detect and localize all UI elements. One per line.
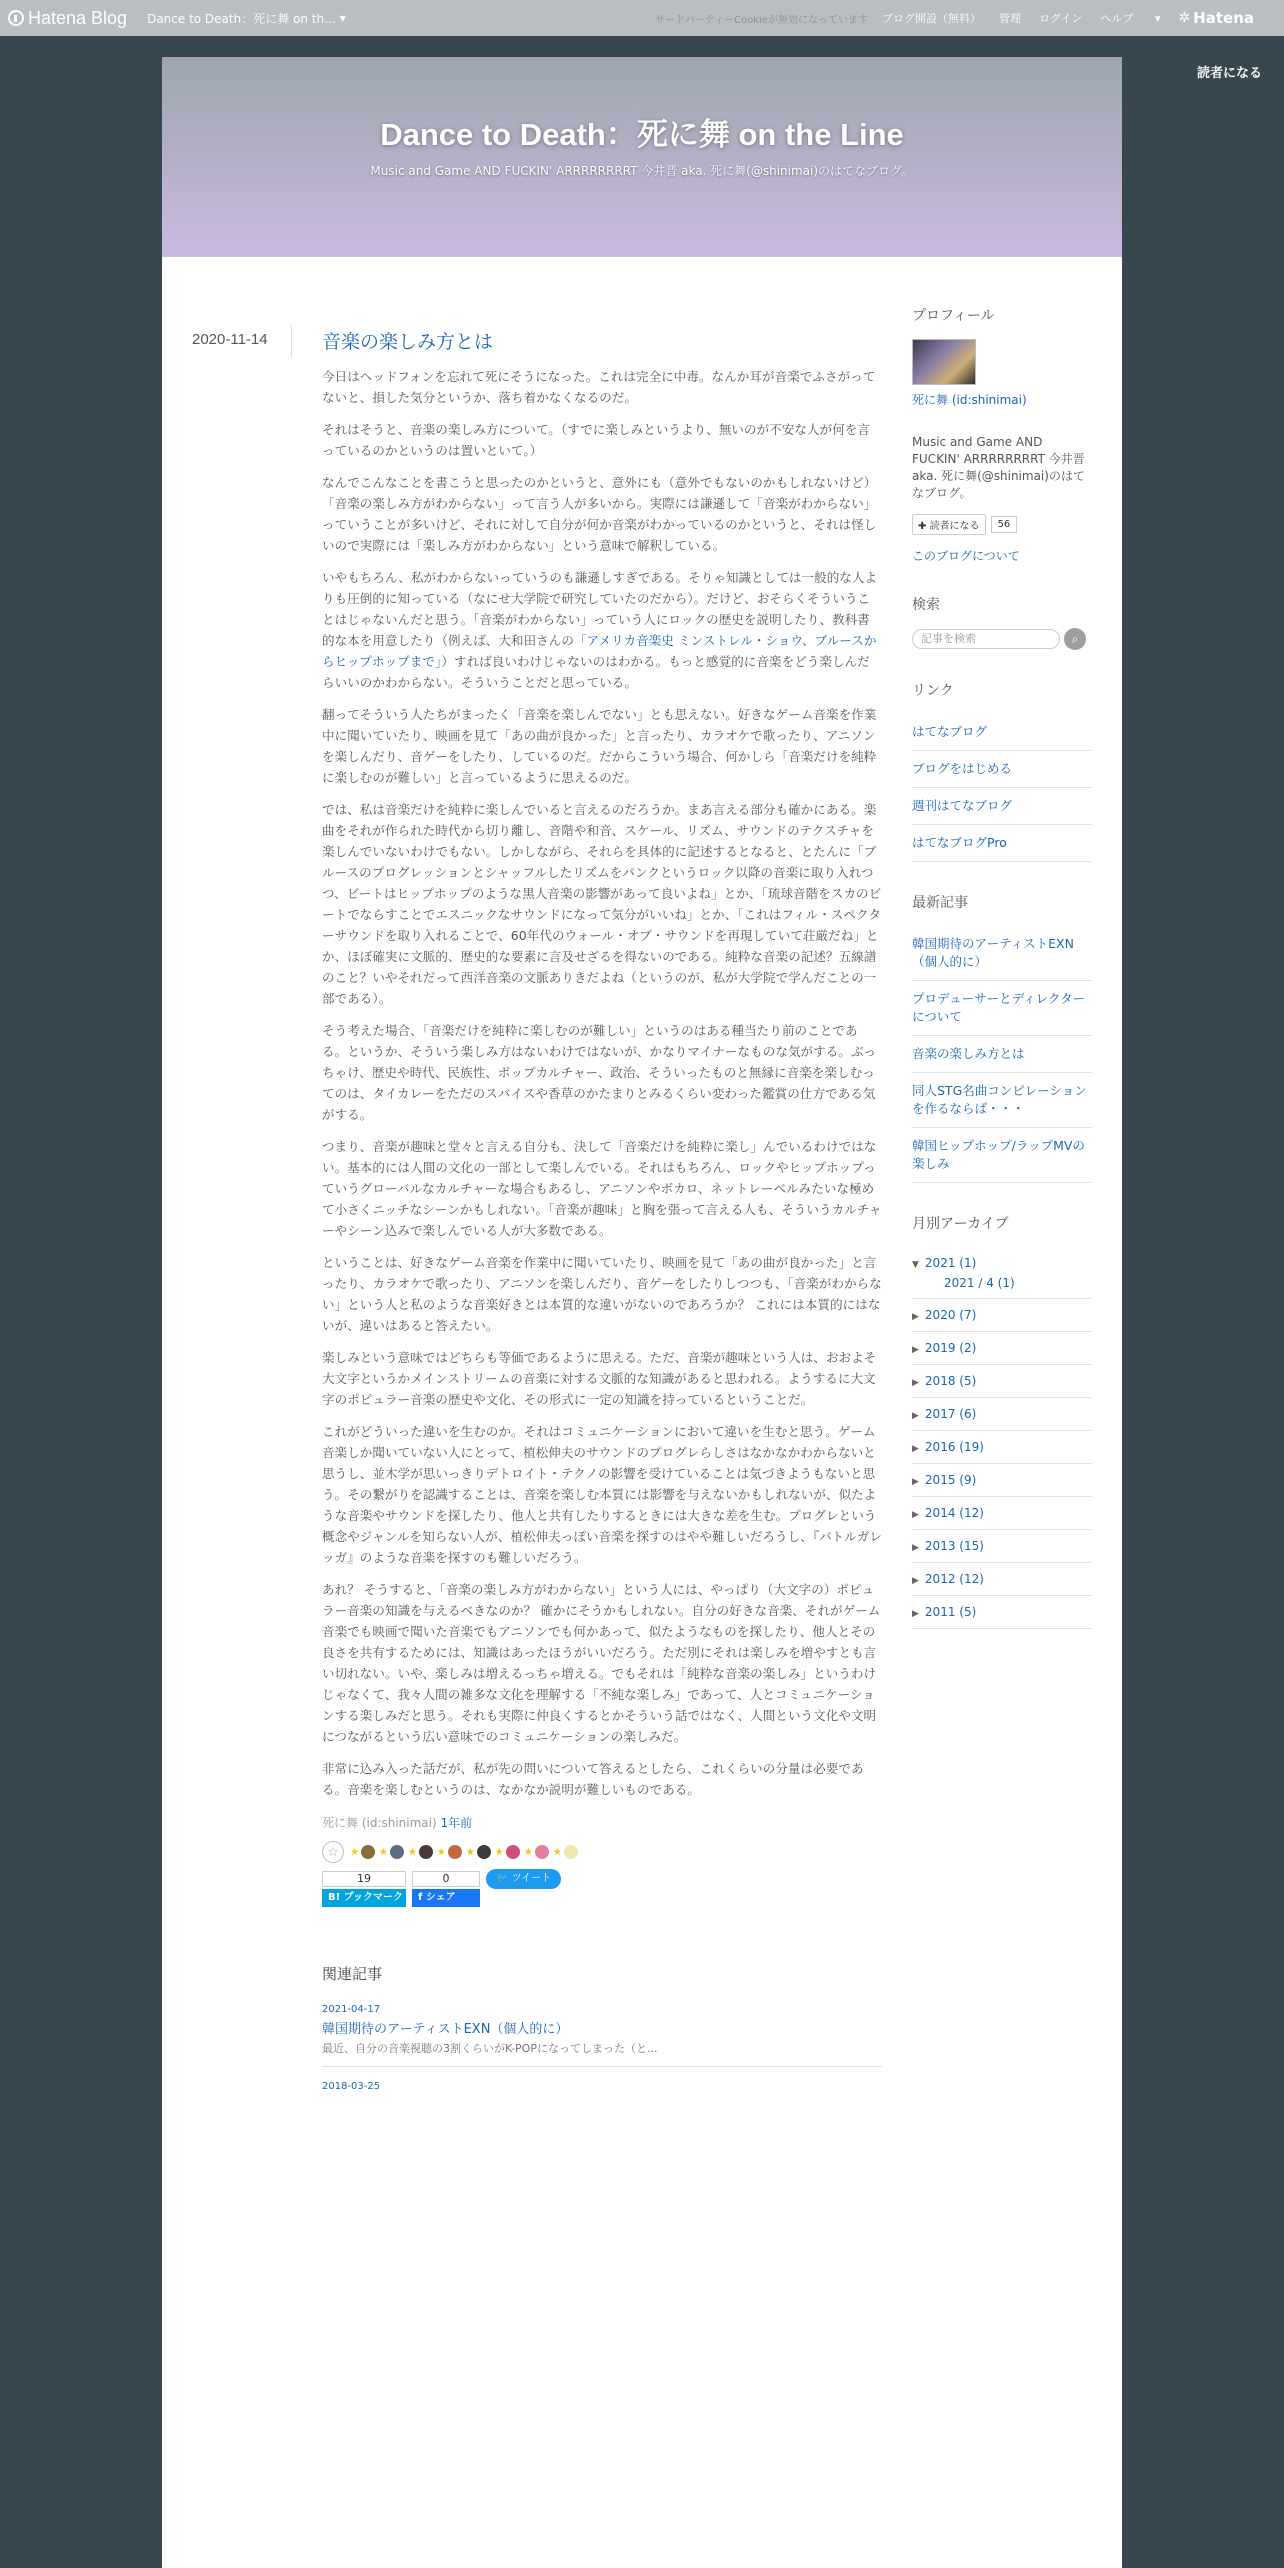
archive-year[interactable] (912, 1247, 1092, 1299)
blog-name-menu[interactable]: Dance to Death：死に舞 on th... (147, 11, 336, 26)
plus-icon: ✚ (918, 521, 930, 532)
triangle-right-icon[interactable]: ▶ (912, 1576, 919, 1586)
avatar[interactable] (564, 1845, 578, 1859)
triangle-right-icon[interactable]: ▶ (912, 1510, 919, 1520)
search-input[interactable]: 記事を検索 (912, 629, 1060, 649)
link-item[interactable]: 週刊はてなブログ (912, 788, 1092, 825)
triangle-right-icon[interactable]: ▶ (912, 1411, 919, 1421)
tweet-label: ツイート (511, 1873, 552, 1884)
archive-year-label[interactable]: 2019 (2) (924, 1341, 977, 1355)
archive-year[interactable] (912, 1431, 1092, 1464)
article-paragraph: あれ？ そうすると、「音楽の楽しみ方がわからない」という人には、やっぱり（大文字の）ポピュラー音楽の知識を与えるべきなのか？ 確かにそうかもしれない。自分の好きな音楽、それがゲーム音楽でも映画で聞いた音楽でもアニソンでも何かあって、似たようなものを探したり、他人とその良さを共有するためには、知識はあったほうがいいだろう。ただ別にそれは楽しみを増やすとも言い切れない。いや、楽しみは増えるっちゃ増える。でもそれは「純粋な音楽の楽しみ」というわけじゃなくて、我々人間の雑多な文化を理解する「不純な楽しみ」であって、人とコミュニケーションする楽しみだと思う。それも実際に仲良くするとかそういう話ではなく、人間という文化や文明につながるという広い意味でのコミュニケーションの楽しみだ。 (322, 1582, 881, 1744)
subscribe-button-top[interactable]: 読者になる (1196, 66, 1262, 81)
start-blog-link[interactable]: ブログ開設（無料） (881, 12, 981, 25)
bookmark-count: 19 (322, 1871, 406, 1887)
archive-year[interactable] (912, 1299, 1092, 1332)
search-heading: 検索 (912, 597, 940, 613)
archive-year-label[interactable]: 2018 (5) (924, 1374, 977, 1388)
archive-year[interactable] (912, 1530, 1092, 1563)
search-form (912, 628, 1092, 650)
hatena-link[interactable] (1178, 9, 1272, 27)
archive-year-label[interactable]: 2020 (7) (924, 1308, 977, 1322)
manage-link[interactable]: 管理 (998, 12, 1021, 25)
facebook-count: 0 (412, 1871, 480, 1887)
article-paragraph: なんでこんなことを書こうと思ったのかというと、意外にも（意外でもないのかもしれないけど）「音楽の楽しみ方がわからない」って言う人が多いから。実際には謙遜して「音楽がわからない」っていうことが多いけど、それに対して自分が何か音楽がわかっているのかというと、それは怪しいので実際には「楽しみ方がわからない」という意味で解釈している。 (322, 475, 877, 553)
article-paragraph: 今日はヘッドフォンを忘れて死にそうになった。これは完全に中毒。なんか耳が音楽でふさがってないと、損した気分というか、落ち着かなくなるのだ。 (322, 369, 876, 405)
article-title[interactable]: 音楽の楽しみ方とは (322, 331, 494, 353)
subscribe-button[interactable] (912, 514, 986, 535)
avatar[interactable] (448, 1845, 462, 1859)
hatena-logo-icon (8, 10, 24, 26)
author-link[interactable]: 死に舞 (id:shinimai) (322, 1816, 437, 1830)
article-paragraph: 非常に込み入った話だが、私が先の問いについて答えるとしたら、これくらいの分量は必要である。音楽を楽しむというのは、なかなか説明が難しいものである。 (322, 1761, 864, 1797)
archive-year-label[interactable]: 2017 (6) (924, 1407, 977, 1421)
article-paragraph: それはそうと、音楽の楽しみ方について。（すでに楽しみというより、無いのが不安な人が何を言っているのかというのは置いといて。） (322, 422, 871, 458)
triangle-right-icon[interactable]: ▶ (912, 1444, 919, 1454)
profile-heading: プロフィール (912, 308, 995, 324)
help-menu[interactable]: ヘルプ ▾ (1100, 12, 1161, 25)
subscribe-widget (912, 514, 1092, 535)
subscriber-count[interactable]: 56 (991, 516, 1018, 533)
triangle-right-icon[interactable]: ▶ (912, 1477, 919, 1487)
related-title[interactable]: 韓国期待のアーティストEXN（個人的に） (322, 2022, 569, 2037)
related-entry[interactable] (322, 2081, 882, 2102)
hatena-bookmark-share[interactable] (322, 1871, 406, 1907)
star-icon: ★ (350, 1846, 359, 1858)
archive-year-label[interactable]: 2012 (12) (924, 1572, 984, 1586)
add-star-icon[interactable]: ☆ (322, 1841, 344, 1863)
profile-avatar[interactable] (912, 339, 976, 385)
link-item[interactable]: はてなブログ (912, 714, 1092, 751)
hatena-stars (322, 1841, 882, 1863)
triangle-right-icon[interactable]: ▶ (912, 1543, 919, 1553)
article-date[interactable]: 2020-11-14 (192, 331, 268, 348)
star-icon: ★ (436, 1846, 446, 1858)
star-icon: ★ (465, 1846, 475, 1858)
avatar[interactable] (477, 1845, 491, 1859)
article-paragraph: では、私は音楽だけを純粋に楽しんでいると言えるのだろうか。まあ言える部分も確かにある。楽曲をそれが作られた時代から切り離し、音階や和音、スケール、リズム、サウンドのテクスチャを楽しんでいないわけでもない。しかしながら、それらを具体的に記述するとなると、とたんに「ブルースのプログレッションとシャッフルしたリズムをパンクというロック以降の音楽に取り入れつつ、ビートはヒップホップのような黒人音楽の影響があって良いよね」とか、「琉球音階をスカのビートでならすことでエスニックなサウンドになって気分がいいね」とか、「これはフィル・スペクターサウンドを取り入れることで、60年代のウォール・オブ・サウンドを再現していて荘厳だね」とか、ほぼ確実に文脈的、歴史的な要素に言及せざるを得ないのである。純粋な音楽の記述？五線譜のこと？いやそれだって西洋音楽の文脈ありきだよね（というのが、私が大学院で学んだことの一部である）。 (322, 802, 882, 1006)
hatena-label: Hatena (1193, 9, 1254, 27)
links-heading: リンク (912, 683, 954, 699)
blog-title[interactable]: Dance to Death：死に舞 on the Line (380, 117, 904, 152)
help-label: ヘルプ (1100, 12, 1134, 25)
bookmark-button[interactable]: B! ブックマーク (322, 1889, 406, 1907)
related-entries (322, 1963, 882, 2102)
avatar[interactable] (361, 1845, 375, 1859)
book-link[interactable]: 「アメリカ音楽史 ミンストレル・ショウ、ブルースからヒップホップまで」 (322, 633, 877, 669)
blog-description: Music and Game AND FUCKIN' ARRRRRRRRT 今井晋 aka. 死に舞(@shinimai)のはてなブログ。 (370, 164, 914, 178)
date-divider (291, 325, 292, 357)
chevron-down-icon[interactable]: ▼ (339, 13, 346, 23)
article-paragraph: 楽しみという意味ではどちらも等価であるように思える。ただ、音楽が趣味という人は、おおよそ大文字というかメインストリームの音楽に対する文脈的な知識があると思われる。ようするに大文字のポピュラー音楽の歴史や文化、その形式に一定の知識を持っているということだ。 (322, 1350, 877, 1407)
search-icon[interactable]: ⌕ (1064, 628, 1086, 650)
related-entry[interactable] (322, 2004, 882, 2067)
archive-year[interactable] (912, 1365, 1092, 1398)
subscribe-label: 読者になる (929, 521, 980, 532)
hatena-gear-icon: ✲ (1178, 10, 1191, 26)
article-paragraph (322, 567, 882, 693)
related-date[interactable]: 2021-04-17 (322, 2004, 381, 2015)
triangle-right-icon[interactable]: ▶ (912, 1378, 919, 1388)
archive-month[interactable]: 2021 / 4 (1) (944, 1276, 1015, 1290)
article-paragraph: つまり、音楽が趣味と堂々と言える自分も、決して「音楽だけを純粋に楽し」んでいるわけではない。基本的には人間の文化の一部として楽しんでいる。それはもちろん、ロックやヒップホップっていうグローバルなカルチャーな場合もあるし、アニソンやボカロ、ネットレーベルみたいな極めて小さくニッチなシーンかもしれない。「音楽が趣味」と胸を張って言える人も、そういうカルチャーやシーン込みで楽しんでいる人が大多数である。 (322, 1139, 882, 1238)
hatena-topbar (0, 0, 1284, 36)
recent-heading: 最新記事 (912, 895, 968, 911)
facebook-share[interactable] (412, 1871, 480, 1907)
star-icon: ★ (378, 1846, 388, 1858)
triangle-right-icon[interactable]: ▶ (912, 1609, 919, 1619)
related-heading: 関連記事 (322, 1965, 383, 1983)
recent-entries-module (912, 892, 1092, 1183)
archive-year[interactable] (912, 1497, 1092, 1530)
link-item[interactable]: ブログをはじめる (912, 751, 1092, 788)
search-module (912, 594, 1092, 650)
recent-entry[interactable]: 同人STG名曲コンピレーションを作るならば・・・ (912, 1073, 1092, 1128)
recent-entry[interactable]: プロデューサーとディレクターについて (912, 981, 1092, 1036)
recent-entry[interactable]: 韓国ヒップホップ/ラップMVの楽しみ (912, 1128, 1092, 1183)
archive-year[interactable] (912, 1332, 1092, 1365)
article-paragraph: 翻ってそういう人たちがまったく「音楽を楽しんでない」とも思えない。好きなゲーム音楽を作業中に聞いていたり、映画を見て「あの曲が良かった」と言ったり、カラオケで歌ったり、アニソンを楽しんだり、音ゲーをしたり、しているのだ。だからこういう場合、何かしら「音楽だけを純粋に楽しむのが難しい」と言っているように思えるのだ。 (322, 707, 877, 785)
article-paragraph: これがどういった違いを生むのか。それはコミュニケーションにおいて違いを生むと思う。ゲーム音楽しか聞いていない人にとって、植松伸夫のサウンドのプログレらしさはなかなかわからないと思うし、並木学が思いっきりデトロイト・テクノの影響を受けていることは気づきようもないと思う。その繋がりを認識することは、音楽を楽しむ本質には影響を与えないかもしれないが、似たような音楽やサウンドを探したり、他人と共有したりするときには大きな差を生む。プログレという概念やジャンルを知らない人が、植松伸夫っぽい音楽を探すのはやや難しいだろうし、『バトルガレッガ』のような音楽を探すのも難しいだろう。 (322, 1424, 882, 1565)
archive-year[interactable] (912, 1464, 1092, 1497)
profile-description: Music and Game AND FUCKIN' ARRRRRRRRT 今井晋 aka. 死に舞(@shinimai)のはてなブログ。 (912, 435, 1085, 500)
article-footer (322, 1814, 882, 1831)
archive-year[interactable] (912, 1596, 1092, 1629)
cookie-notice: サードパーティーCookieが無効になっています (655, 14, 868, 26)
tweet-button[interactable]: 🐦 ツイート (486, 1869, 561, 1889)
permalink-time[interactable]: 1年前 (440, 1816, 473, 1830)
paragraph-text: いやもちろん、私がわからないっていうのも謙遜しすぎである。そりゃ知識としては一般的な人よりも圧倒的に知っている（なにせ大学院で研究していたのだから）。だけど、おそらくそういうことはじゃないんだと思う。「音楽がわからない」っていう人にロックの歴史を説明したり、教科書的な本を用意したり（例えば、大和田さんの (322, 570, 878, 648)
archive-year-label[interactable]: 2013 (15) (924, 1539, 984, 1553)
archive-year-label[interactable]: 2014 (12) (924, 1506, 984, 1520)
archive-year[interactable] (912, 1398, 1092, 1431)
archive-year-label[interactable]: 2016 (19) (924, 1440, 984, 1454)
sidebar (912, 305, 1092, 1659)
avatar[interactable] (506, 1845, 520, 1859)
triangle-right-icon[interactable]: ▶ (912, 1312, 919, 1322)
archive-year-label[interactable]: 2021 (1) (924, 1256, 977, 1270)
avatar[interactable] (535, 1845, 549, 1859)
hatena-blog-logo-text: Hatena Blog (28, 7, 128, 28)
triangle-right-icon[interactable]: ▶ (912, 1345, 919, 1355)
facebook-share-button[interactable]: f シェア (412, 1889, 480, 1907)
related-date[interactable]: 2018-03-25 (322, 2081, 381, 2092)
star-icon: ★ (407, 1846, 417, 1858)
login-link[interactable]: ログイン (1038, 12, 1083, 25)
link-item[interactable]: はてなブログPro (912, 825, 1092, 862)
blog-container (162, 57, 1122, 2568)
share-buttons (322, 1871, 882, 1907)
article-paragraph: ということは、好きなゲーム音楽を作業中に聞いていたり、映画を見て「あの曲が良かった」と言ったり、カラオケで歌ったり、アニソンを楽しんだり、音ゲーをしたりしつつも、「音楽がわからない」という人と私のような音楽好きとは本質的な違いがないのであろうか？ これには本質的にはないが、違いはあると答えたい。 (322, 1255, 882, 1333)
archive-year-label[interactable]: 2015 (9) (924, 1473, 977, 1487)
star-icon: ★ (494, 1846, 504, 1858)
blog-header (162, 57, 1122, 257)
recent-entry[interactable]: 音楽の楽しみ方とは (912, 1036, 1092, 1073)
profile-module (912, 305, 1092, 564)
archive-module (912, 1213, 1092, 1629)
article-paragraph: そう考えた場合、「音楽だけを純粋に楽しむのが難しい」というのはある種当たり前のことである。というか、そういう楽しみ方はないわけではないが、かなりマイナーなものな気がする。ぶっちゃけ、歴史や時代、民族性、ポップカルチャー、政治、そういったものと無縁に音楽を楽しむってのは、タイカレーをただのスパイスや香草のかたまりとみるくらい変わった鑑賞の仕方である気がする。 (322, 1023, 877, 1122)
avatar[interactable] (419, 1845, 433, 1859)
profile-name[interactable]: 死に舞 (id:shinimai) (912, 393, 1027, 407)
article (322, 327, 882, 2116)
paragraph-text: ）すれば良いわけじゃないのはわかる。もっと感覚的に音楽をどう楽しんだらいいのかわからない。そういうことだと思っている。 (322, 654, 870, 690)
related-excerpt: 最近、自分の音楽視聴の3割くらいがK-POPになってしまった（と... (322, 2042, 658, 2055)
hatena-blog-logo[interactable] (8, 8, 127, 29)
star-icon: ★ (523, 1846, 533, 1858)
links-module (912, 680, 1092, 862)
archive-year[interactable] (912, 1563, 1092, 1596)
avatar[interactable] (390, 1845, 404, 1859)
recent-entry[interactable]: 韓国期待のアーティストEXN（個人的に） (912, 926, 1092, 981)
star-icon: ★ (552, 1846, 562, 1858)
archive-heading: 月別アーカイブ (912, 1216, 1009, 1232)
archive-year-label[interactable]: 2011 (5) (924, 1605, 977, 1619)
triangle-down-icon[interactable]: ▼ (912, 1260, 919, 1270)
about-blog-link[interactable]: このブログについて (912, 549, 1020, 563)
